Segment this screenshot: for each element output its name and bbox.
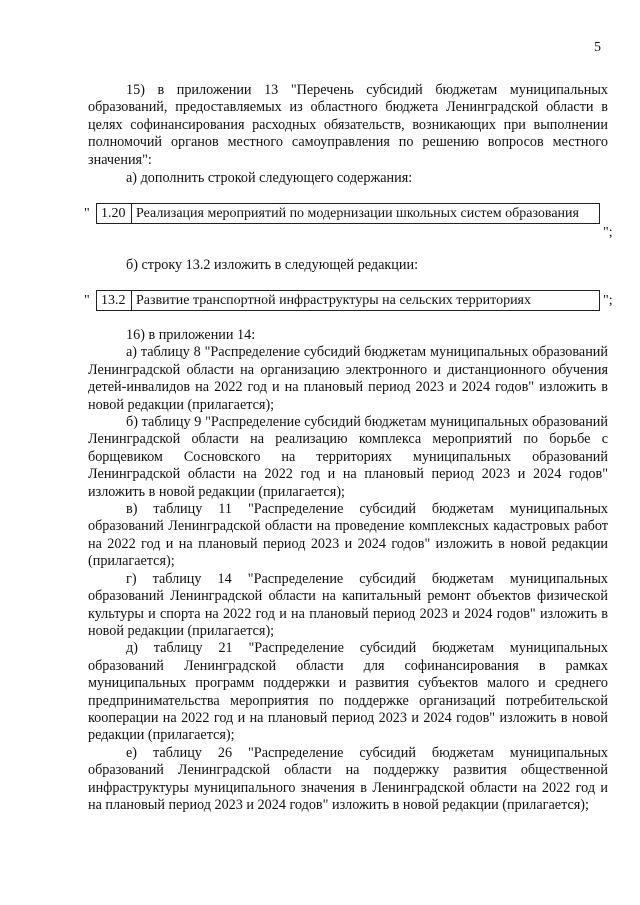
item-15-sub-b-block — [88, 257, 608, 274]
item-16-para-e: е) таблицу 26 "Распределение субсидий бюджетам муниципальных образований Ленинградской области на поддержку развития общественной инфраструктуры муниципального значения в Ленинградской области на 2022 год и на плановый период 2023 и 2024 годов" изложить в новой редакции (прилагается); — [88, 744, 608, 813]
row-text: Реализация мероприятий по модернизации школьных систем образования — [132, 204, 600, 224]
quote-close-b: "; — [603, 293, 613, 308]
row-number: 13.2 — [97, 291, 132, 311]
item-16-para-v: в) таблицу 11 "Распределение субсидий бюджетам муниципальных образований Ленинградской области на проведение комплексных кадастровых работ на 2022 год и на плановый период 2023 и 2024 годов" изложить в новой редакции (прилагается); — [88, 501, 608, 570]
table-row — [97, 291, 600, 311]
item-16-para-g: г) таблицу 14 "Распределение субсидий бюджетам муниципальных образований Ленинградской области на капитальный ремонт объектов физической культуры и спорта на 2022 год и на плановый период 2023 и 2024 годов" изложить в новой редакции (прилагается); — [88, 570, 608, 639]
item-15-block — [88, 82, 608, 187]
quote-open-b: " — [84, 293, 90, 308]
item-15-intro: 15) в приложении 13 "Перечень субсидий бюджетам муниципальных образований, предоставляемых из областного бюджета Ленинградской области в целях софинансирования расходных обязательств, возникающих при выполнении полномочий органов местного самоуправления по решению вопросов местного значения": — [88, 82, 608, 168]
quote-close-a: "; — [603, 225, 613, 240]
item-16-intro: 16) в приложении 14: — [126, 327, 256, 343]
quote-open-a: " — [84, 206, 90, 221]
row-text: Развитие транспортной инфраструктуры на сельских территориях — [132, 291, 600, 311]
table-row — [97, 204, 600, 224]
insert-row-table-a — [96, 203, 600, 224]
item-16-block — [88, 327, 608, 814]
item-15-sub-b: б) строку 13.2 изложить в следующей редакции: — [126, 257, 419, 273]
row-number: 1.20 — [97, 204, 132, 224]
insert-row-table-b — [96, 290, 600, 311]
item-16-para-a: а) таблицу 8 "Распределение субсидий бюджетам муниципальных образований Ленинградской области на организацию электронного и дистанционного обучения детей-инвалидов на 2022 год и на плановый период 2023 и 2024 годов" изложить в новой редакции (прилагается); — [88, 344, 608, 413]
page-number: 5 — [594, 40, 601, 55]
item-16-para-b: б) таблицу 9 "Распределение субсидий бюджетам муниципальных образований Ленинградской области на реализацию комплекса мероприятий по борьбе с борщевиком Сосновского на территориях муниципальных образований Ленинградской области на 2022 год и на плановый период 2023 и 2024 годов" изложить в новой редакции (прилагается); — [88, 414, 608, 500]
item-15-sub-a: а) дополнить строкой следующего содержания: — [126, 170, 413, 187]
item-16-para-d: д) таблицу 21 "Распределение субсидий бюджетам муниципальных образований Ленинградской области для софинансирования в рамках муниципальных программ поддержки и развития субъектов малого и среднего предпринимательства мероприятия по поддержке организаций потребительской кооперации на 2022 год и на плановый период 2023 и 2024 годов" изложить в новой редакции (прилагается); — [88, 640, 608, 744]
